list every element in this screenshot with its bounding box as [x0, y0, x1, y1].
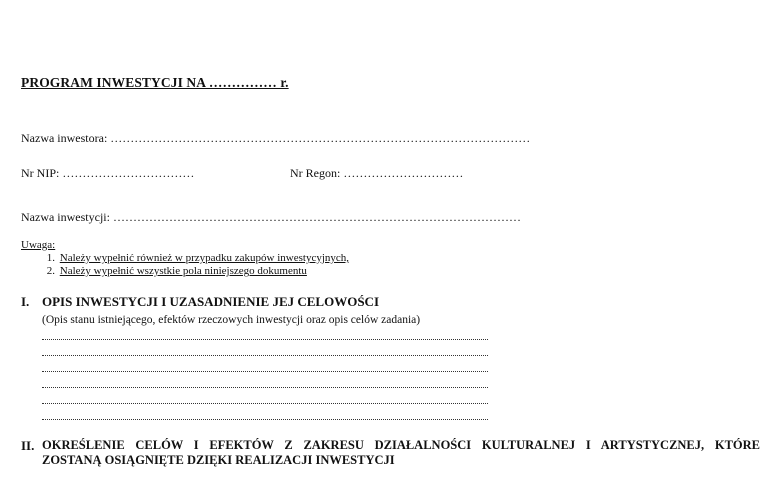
note-text: Należy wypełnić również w przypadku zakupów inwestycyjnych, [59, 252, 350, 264]
section-2-title-line-1: OKREŚLENIE CELÓW I EFEKTÓW Z ZAKRESU DZIAŁALNOŚCI KULTURALNEJ I ARTYSTYCZNEJ, KTÓRE [42, 438, 760, 452]
section-2-number: II. [21, 438, 35, 453]
regon-field: Nr Regon: ………………………… [290, 166, 464, 180]
note-text: Należy wypełnić wszystkie pola niniejszego dokumentu [59, 265, 307, 277]
notes-label: Uwaga: [21, 239, 56, 251]
answer-line [42, 419, 488, 420]
note-item [21, 252, 349, 265]
investor-name-field: Nazwa inwestora: …………………………………………………………………………………………… [21, 131, 531, 145]
section-1-number: I. [21, 294, 30, 309]
answer-line [42, 371, 488, 372]
document-title: PROGRAM INWESTYCJI NA …………… r. [21, 75, 289, 90]
answer-line [42, 355, 488, 356]
nip-field: Nr NIP: …………………………… [21, 166, 195, 180]
section-2-title-line-2: ZOSTANĄ OSIĄGNIĘTE DZIĘKI REALIZACJI INWESTYCJI [42, 453, 395, 467]
answer-line [42, 387, 488, 388]
section-1-description: (Opis stanu istniejącego, efektów rzeczowych inwestycji oraz opis celów zadania) [42, 314, 421, 326]
note-number: 1. [46, 252, 55, 264]
notes-list [21, 252, 349, 278]
note-item [21, 265, 349, 278]
section-2-title [42, 438, 760, 468]
investment-name-field: Nazwa inwestycji: ………………………………………………………………………………………… [21, 210, 521, 224]
section-1-title: OPIS INWESTYCJI I UZASADNIENIE JEJ CELOWOŚCI [42, 294, 379, 309]
note-number: 2. [46, 265, 55, 277]
answer-line [42, 403, 488, 404]
answer-line [42, 339, 488, 340]
